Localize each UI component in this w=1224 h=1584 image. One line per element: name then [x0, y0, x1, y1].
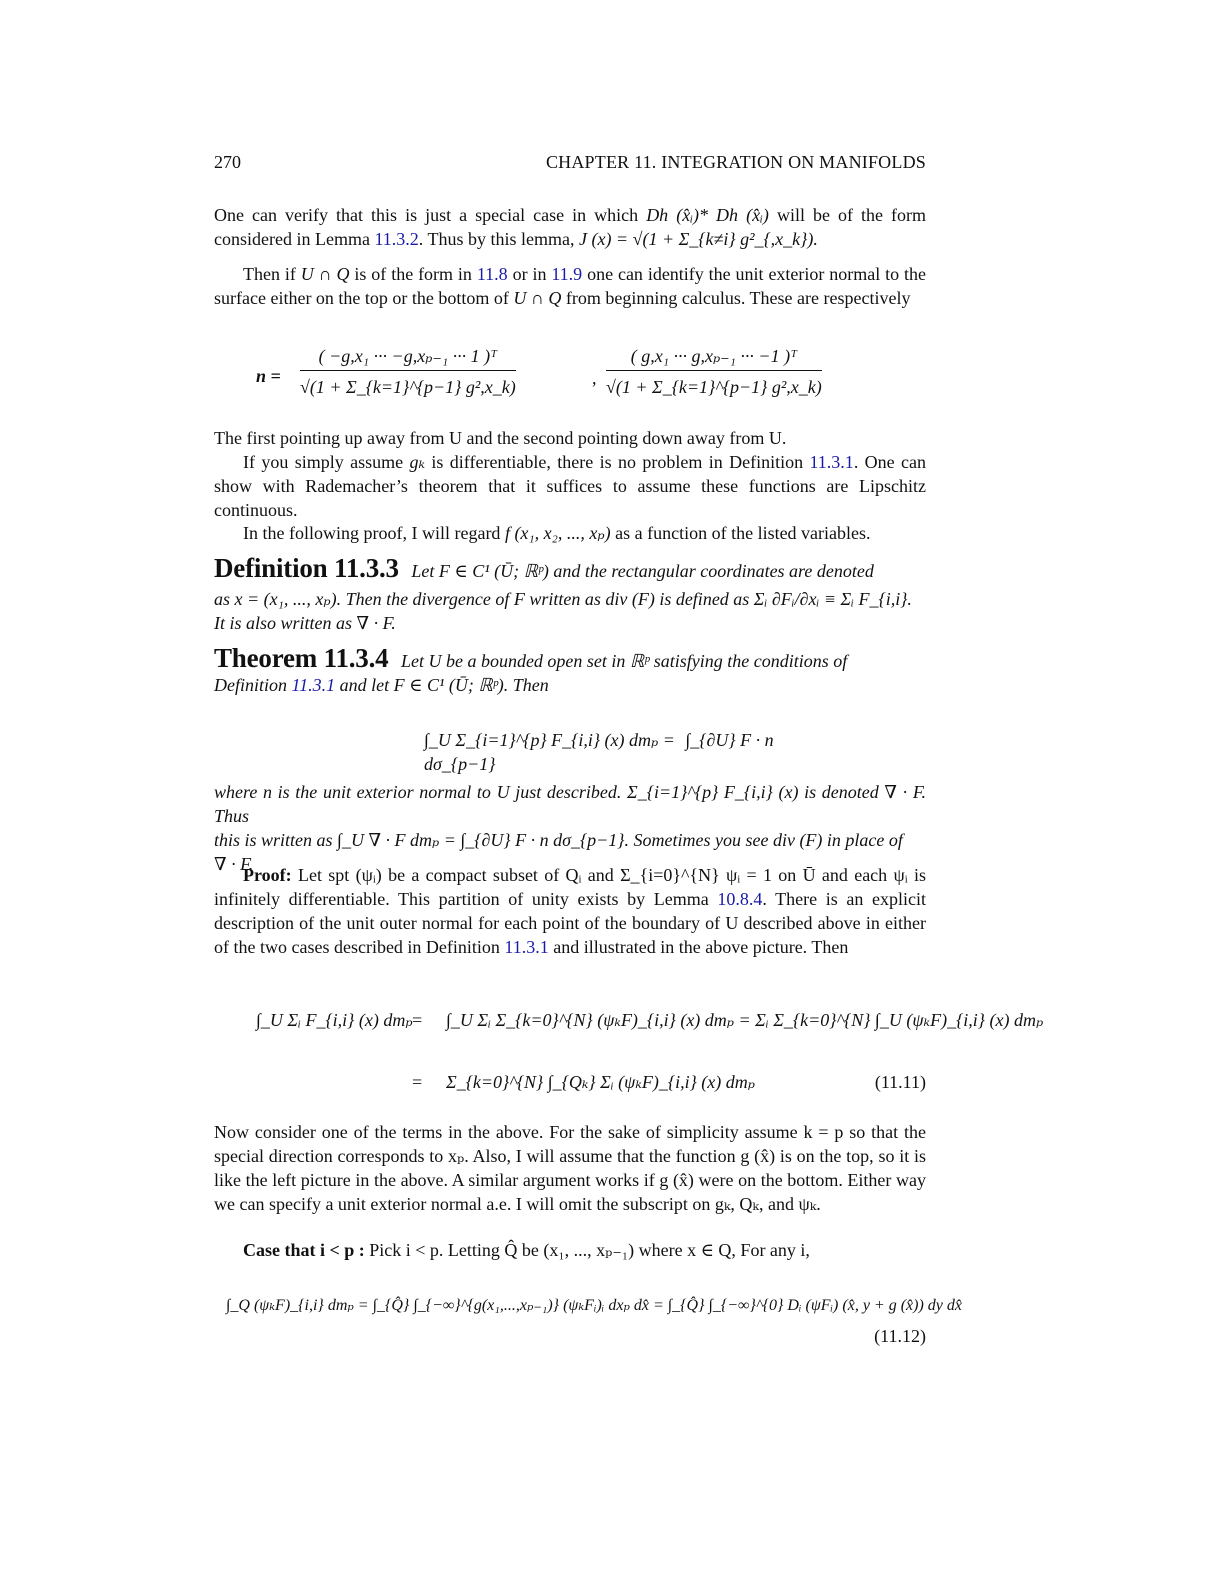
paragraph-consider-terms	[214, 1120, 926, 1216]
theorem-heading: Theorem 11.3.4	[214, 643, 389, 673]
equation-expression: ∫_Q (ψₖF)_{i,i} dmₚ = ∫_{Q̂} ∫_{−∞}^{g(x₁,...,xₚ₋₁)} (ψₖFᵢ)ᵢ dxₚ dx̂ = ∫_{Q̂} ∫_{−∞}^{0} Dᵢ (ψFᵢ) (x̂, y + g (x̂)) dy dx̂	[226, 1297, 962, 1314]
text: . Thus by this lemma,	[418, 229, 575, 249]
equation-lhs: n =	[256, 366, 281, 386]
denominator: √(1 + Σ_{k=1}^{p−1} g²,x_k)	[606, 377, 822, 397]
proof-paragraph	[214, 863, 926, 959]
text: considered in Lemma	[214, 229, 370, 249]
text: . One can show with Rademacher’s theorem that it suffices to assume these functions are Lipschitz continuous.	[214, 452, 927, 520]
equals-sign: =	[412, 1010, 423, 1030]
equation-link[interactable]: 11.8	[476, 264, 508, 284]
definition-text: as x = (x₁, ..., xₚ). Then the divergence of F written as div (F) is defined as Σᵢ ∂Fᵢ/∂xᵢ ≡ Σᵢ F_{i,i}.	[214, 589, 912, 609]
definition-heading: Definition 11.3.3	[214, 553, 399, 583]
text: one can identify the unit exterior normal to the surface either on the top or the bottom of	[214, 264, 927, 308]
denominator: √(1 + Σ_{k=1}^{p−1} g²,x_k)	[300, 377, 516, 397]
text: The first pointing up away from U and the second pointing down away from U.	[214, 428, 787, 448]
page-number: 270	[214, 152, 241, 172]
chapter-title: CHAPTER 11. INTEGRATION ON MANIFOLDS	[545, 152, 926, 172]
equation-row2-rhs: Σ_{k=0}^{N} ∫_{Qₖ} Σᵢ (ψₖF)_{i,i} (x) dmₚ	[446, 1072, 755, 1092]
numerator: ( g,x₁ ··· g,xₚ₋₁ ··· −1 )ᵀ	[606, 344, 822, 371]
theorem-text: and let F ∈ C¹ (Ū; ℝᵖ). Then	[339, 675, 549, 695]
normal-vector-equation	[256, 342, 896, 422]
text: and illustrated in the above picture. Then	[553, 937, 849, 957]
comma: ,	[592, 368, 597, 388]
theorem-text: this is written as ∫_U ∇ · F dmₚ = ∫_{∂U} F · n dσ_{p−1}. Sometimes you see div (F) in place of	[214, 830, 903, 850]
definition-text: Let F ∈ C¹ (Ū; ℝᵖ) and the rectangular coordinates are denoted	[411, 561, 874, 581]
math-inline: J (x) = √(1 + Σ_{k≠i} g²_{,x_k}).	[578, 229, 818, 249]
numerator: ( −g,x₁ ··· −g,xₚ₋₁ ··· 1 )ᵀ	[300, 344, 516, 371]
definition-link[interactable]: 11.3.1	[504, 937, 549, 957]
lemma-link[interactable]: 11.3.2	[374, 229, 419, 249]
equation-number: (11.11)	[874, 1072, 926, 1092]
lemma-link[interactable]: 10.8.4	[717, 889, 763, 909]
equation-11-12	[226, 1290, 962, 1350]
paragraph-normal-intro	[214, 262, 926, 310]
text: Pick i < p. Letting Q̂ be (x₁, ..., xₚ₋₁) where x ∈ Q, For any i,	[369, 1240, 810, 1260]
text: Then if	[243, 264, 296, 284]
text: Let spt (ψᵢ) be a compact subset of Qᵢ and Σ_{i=0}^{N} ψᵢ = 1 on Ū and each ψᵢ is infinitely differentiable. This partition of unity exists by Lemma	[214, 865, 926, 909]
text: will be of the form	[776, 205, 927, 225]
equation-row1-lhs: ∫_U Σᵢ F_{i,i} (x) dmₚ	[256, 1010, 413, 1030]
definition-link[interactable]: 11.3.1	[291, 675, 336, 695]
equation-11-11	[256, 1000, 1044, 1110]
text: or in	[512, 264, 547, 284]
case-paragraph	[214, 1238, 926, 1262]
text: as a function of the listed variables.	[615, 523, 871, 543]
text: In the following proof, I will regard	[243, 523, 501, 543]
text: from beginning calculus. These are respectively	[565, 288, 911, 308]
equation-lhs: ∫_U Σ_{i=1}^{p} F_{i,i} (x) dmₚ =	[424, 730, 675, 750]
math-inline: U ∩ Q	[300, 264, 350, 284]
theorem-block	[214, 643, 926, 697]
fraction-upward-normal	[300, 344, 516, 399]
paragraph-pointing	[214, 426, 926, 450]
math-inline: Dh (x̂ᵢ)* Dh (x̂ᵢ)	[646, 205, 769, 225]
running-header	[214, 150, 926, 174]
equation-rhs: ∫_{∂U} F · n dσ_{p−1}	[424, 730, 774, 774]
paragraph-differentiable	[214, 450, 926, 522]
theorem-text: Definition	[214, 675, 287, 695]
equation-link[interactable]: 11.9	[551, 264, 583, 284]
definition-link[interactable]: 11.3.1	[809, 452, 854, 472]
fraction-downward-normal	[606, 344, 822, 399]
case-label: Case that i < p :	[243, 1240, 365, 1260]
theorem-text: where n is the unit exterior normal to U just described. Σ_{i=1}^{p} F_{i,i} (x) is denoted ∇ · F. Thus	[214, 782, 926, 826]
text: One can verify that this is just a special case in which	[214, 205, 639, 225]
equals-sign: =	[412, 1072, 423, 1092]
text: is of the form in	[354, 264, 472, 284]
math-inline: gₖ	[409, 452, 426, 472]
equation-number: (11.12)	[874, 1326, 926, 1346]
text: is differentiable, there is no problem in Definition	[431, 452, 804, 472]
paragraph-jacobian	[214, 203, 926, 251]
theorem-text: Let U be a bounded open set in ℝᵖ satisfying the conditions of	[400, 651, 848, 671]
theorem-text: ∇ · F.	[214, 854, 254, 874]
text: . There is an explicit description of the unit outer normal for each point of the boundary of U described above in either of the two cases described in Definition	[214, 889, 926, 957]
text: If you simply assume	[243, 452, 404, 472]
definition-text: It is also written as ∇ · F.	[214, 613, 396, 633]
math-inline: f (x₁, x₂, ..., xₚ)	[504, 523, 611, 543]
divergence-theorem-equation	[424, 728, 844, 776]
text: Now consider one of the terms in the above. For the sake of simplicity assume k = p so that the special direction corresponds to xₚ. Also, I will assume that the function g (x̂) is on the top, so it is like the left picture in the above. A similar argument works if g (x̂) were on the bottom. Either way we can specify a unit exterior normal a.e. I will omit the subscript on gₖ, Qₖ, and ψₖ.	[214, 1122, 926, 1214]
equation-row1-rhs: ∫_U Σᵢ Σ_{k=0}^{N} (ψₖF)_{i,i} (x) dmₚ = Σᵢ Σ_{k=0}^{N} ∫_U (ψₖF)_{i,i} (x) dmₚ	[446, 1010, 1044, 1030]
math-inline: U ∩ Q	[513, 288, 562, 308]
theorem-continuation	[214, 780, 926, 876]
proof-label: Proof:	[243, 865, 292, 885]
paragraph-regard	[214, 521, 926, 545]
definition-block	[214, 553, 926, 635]
